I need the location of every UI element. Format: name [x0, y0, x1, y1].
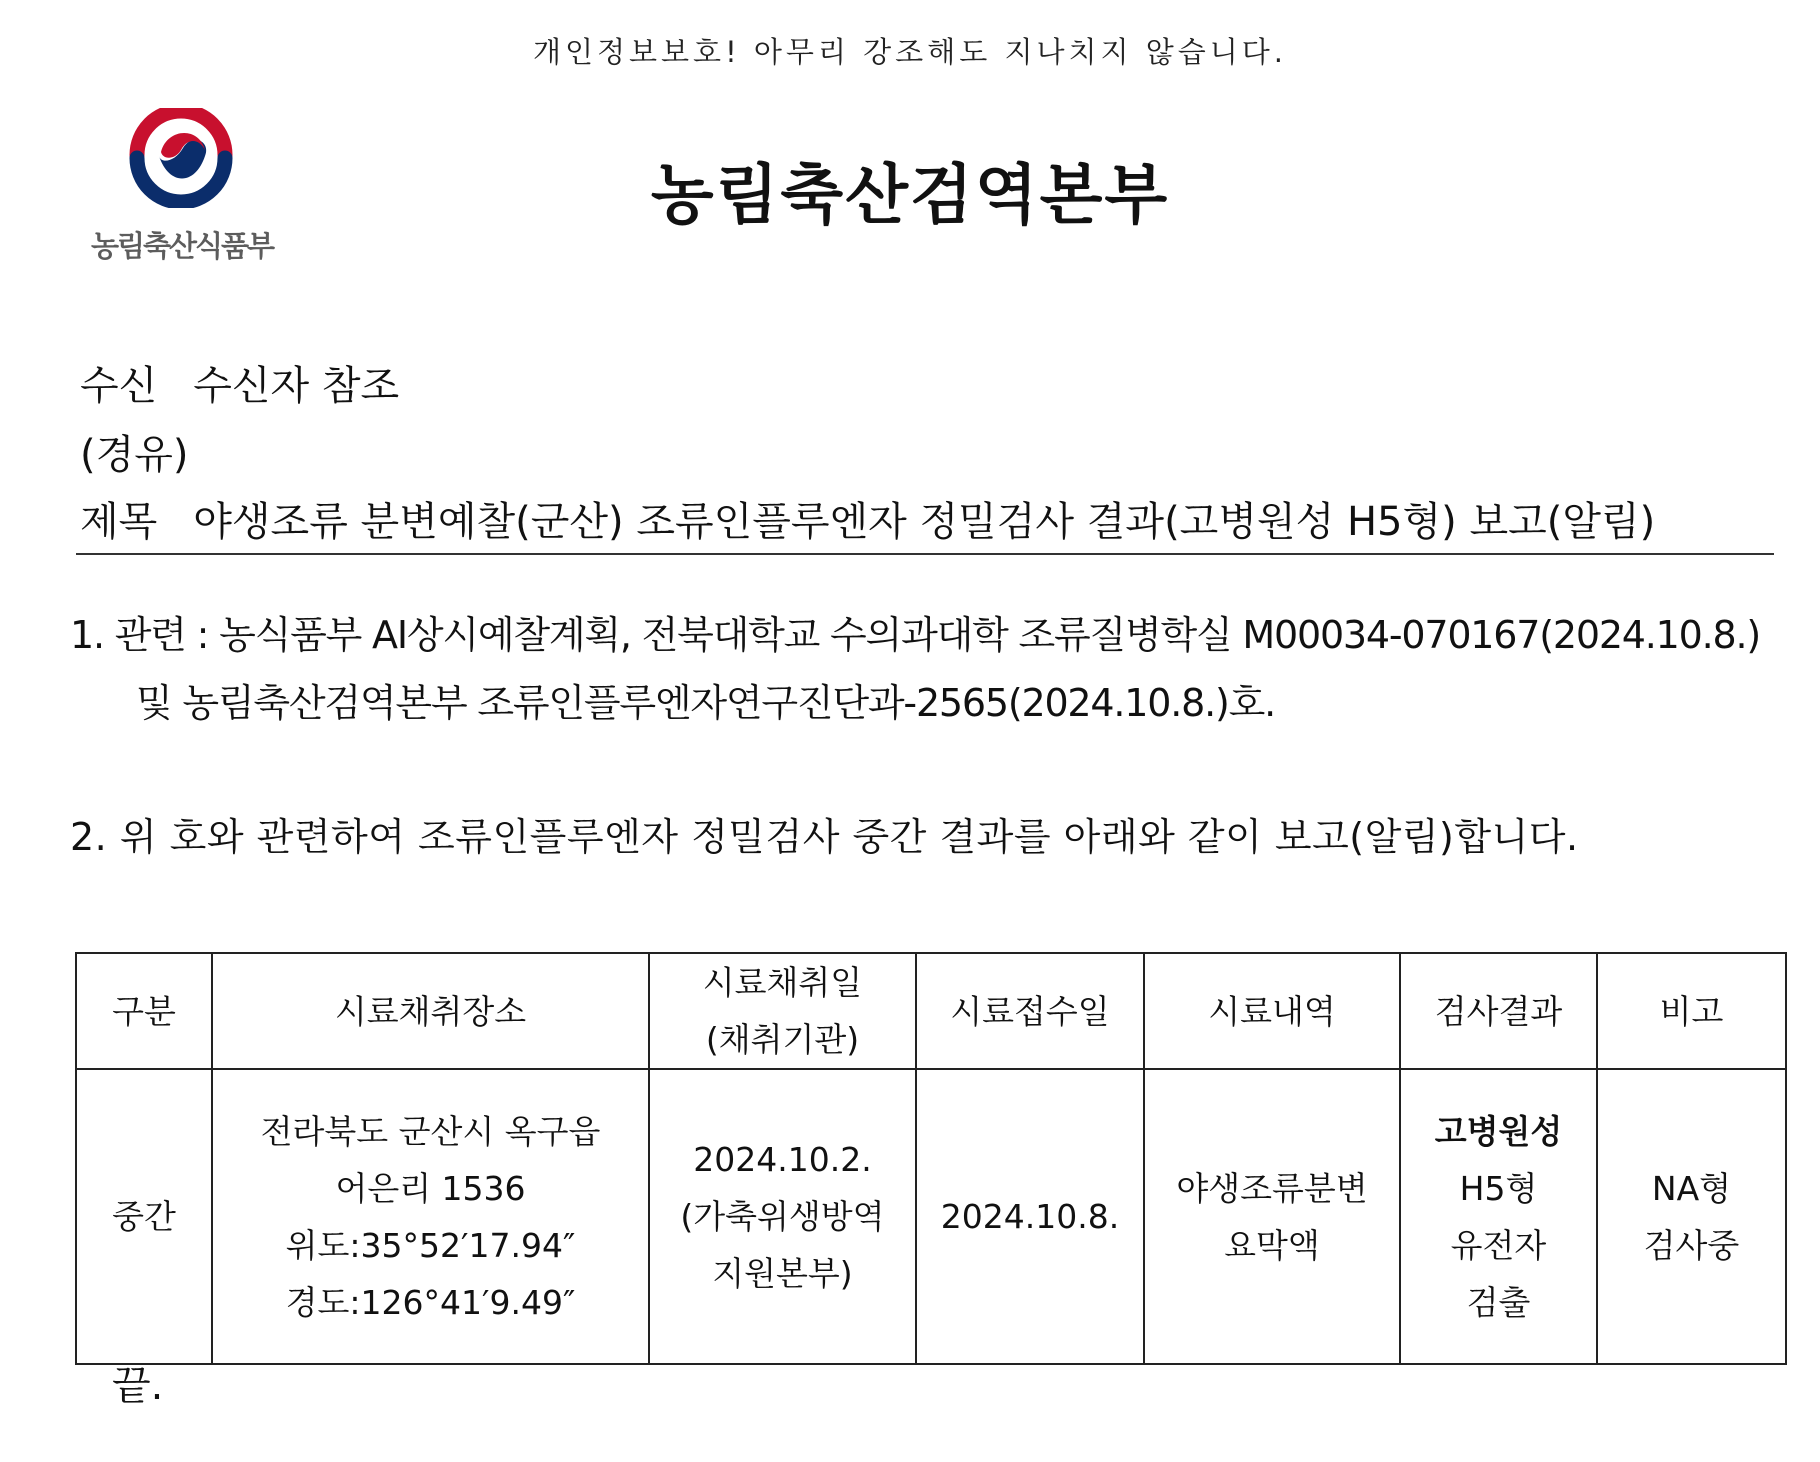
recipient-line [80, 354, 399, 411]
subject-value: 야생조류 분변예찰(군산) 조류인플루엔자 정밀검사 결과(고병원성 H5형) 보고(알림) [193, 499, 1656, 545]
header-result: 검사결과 [1400, 953, 1597, 1069]
header-note: 비고 [1597, 953, 1786, 1069]
result-table [75, 952, 1787, 1365]
header-division: 구분 [76, 953, 212, 1069]
cell-location: 전라북도 군산시 옥구읍 어은리 1536 위도:35°52′17.94″ 경도:126°41′9.49″ [212, 1069, 649, 1364]
header-location: 시료채취장소 [212, 953, 649, 1069]
cell-collection-date: 2024.10.2. (가축위생방역 지원본부) [649, 1069, 916, 1364]
privacy-banner: 개인정보보호! 아무리 강조해도 지나치지 않습니다. [532, 35, 1287, 69]
subject-line [80, 490, 1655, 547]
cell-result: 고병원성 H5형 유전자 검출 [1400, 1069, 1597, 1364]
recipient-value: 수신자 참조 [193, 363, 400, 409]
cell-sample: 야생조류분변 요막액 [1144, 1069, 1400, 1364]
item1-line1: 1. 관련 : 농식품부 AI상시예찰계획, 전북대학교 수의과대학 조류질병학실 M00034-070167(2024.10.8.) [70, 613, 1760, 657]
item1-line2: 및 농림축산검역본부 조류인플루엔자연구진단과-2565(2024.10.8.)호. [136, 681, 1275, 725]
logo-text: 농림축산식품부 [90, 229, 274, 263]
subject-label: 제목 [80, 499, 158, 545]
header-divider [76, 553, 1774, 555]
item2: 2. 위 호와 관련하여 조류인플루엔자 정밀검사 중간 결과를 아래와 같이 보고(알림)합니다. [70, 815, 1579, 859]
end-mark: 끝. [112, 1363, 164, 1409]
header-received-date: 시료접수일 [916, 953, 1144, 1069]
agency-title: 농림축산검역본부 [650, 158, 1170, 233]
cell-note: NA형 검사중 [1597, 1069, 1786, 1364]
via-line: (경유) [80, 432, 189, 478]
table-header-row [76, 953, 1786, 1069]
cell-received-date: 2024.10.8. [916, 1069, 1144, 1364]
recipient-label: 수신 [80, 363, 158, 409]
cell-division: 중간 [76, 1069, 212, 1364]
header-collection-date: 시료채취일 (채취기관) [649, 953, 916, 1069]
header-sample: 시료내역 [1144, 953, 1400, 1069]
table-row [76, 1069, 1786, 1364]
